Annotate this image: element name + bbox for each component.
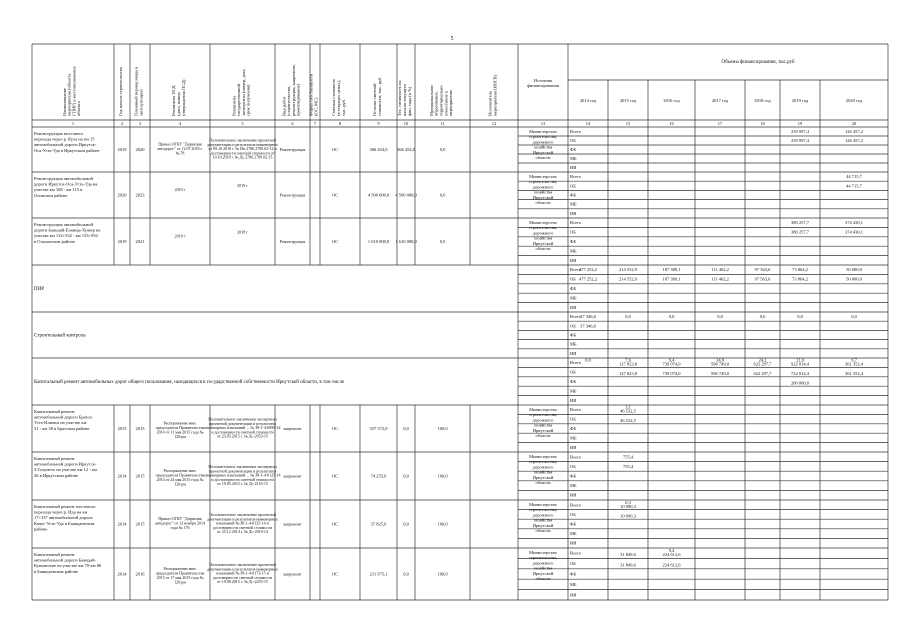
commission-year: 2023 xyxy=(135,192,145,198)
row-title: ПИР xyxy=(34,287,45,292)
funding-source-label: ИИ xyxy=(570,350,577,356)
funding-source-label: ОБ xyxy=(570,511,576,517)
source-header: Источник финансирования xyxy=(527,78,559,89)
table-row xyxy=(34,454,634,498)
work-type: Реконструкция xyxy=(279,239,306,244)
funding-value: 361 352,4 xyxy=(845,371,863,377)
readiness-percent: 9,7 xyxy=(851,357,857,363)
commission-year: 2021 xyxy=(135,239,145,244)
funding-value: 596 749,0 xyxy=(711,371,729,377)
column-number: 7 xyxy=(313,121,317,126)
funding-source-label: МБ xyxy=(570,388,577,394)
psd-details: Распоряжение мин. председателя Правительства 2015 от 17 мая 2015 года № 120-рм xyxy=(155,566,205,585)
funding-source-label: ОБ xyxy=(570,463,576,469)
funding-value: 187 389,1 xyxy=(662,267,681,273)
funding-source-label: ФБ xyxy=(570,332,577,338)
funding-source-label: Всего xyxy=(570,502,582,508)
funding-value: 0,0 xyxy=(668,314,675,320)
funding-source-label: Всего xyxy=(570,220,582,226)
funding-source-label: ФБ xyxy=(570,286,577,291)
funding-value: 44 715,7 xyxy=(846,183,862,189)
funding-value: 37 346,6 xyxy=(580,323,596,329)
funding-source-label: Всего xyxy=(570,550,582,556)
technical-readiness: 100,0 xyxy=(437,426,448,431)
column-number: 13 xyxy=(540,121,546,126)
start-year: 2019 xyxy=(117,239,127,244)
funding-source-label: ИИ xyxy=(570,444,577,450)
expertise-details: Положительное заключение проектной документации и результатов инженерных изысканий № 38-1-4-0125-14 и достоверности сметной стоимости от 25.12.2014 г. № Дс-2019-14 xyxy=(207,512,278,535)
funding-source-label: МБ xyxy=(570,341,577,347)
funding-value: 0,0 xyxy=(759,314,766,320)
work-type: капремонт xyxy=(283,521,302,527)
estimated-cost: 1 610 000,0 xyxy=(367,239,390,244)
funding-source-label: ОБ xyxy=(570,183,576,189)
estimated-cost: 37 825,6 xyxy=(370,521,387,527)
funding-source-label: МБ xyxy=(570,531,577,537)
funding-source-label: МБ xyxy=(570,295,577,301)
object-name: Капитальный ремонт автомобильной дороги Баяндай-Куяханские на участке км 70-км 86 в Баяндаевском районе xyxy=(34,552,102,574)
funding-value: 126 457,2 xyxy=(845,129,863,134)
funding-value: 73 864,2 xyxy=(792,276,808,282)
column-number: 12 xyxy=(491,121,497,126)
funding-value: 214 552,9 xyxy=(619,276,637,282)
year-header: 2016 год xyxy=(663,98,680,103)
page-number: 5 xyxy=(450,36,454,42)
table-row xyxy=(34,500,637,546)
funding-value: 622 297,7 xyxy=(753,361,772,367)
funding-value: 46 532,5 xyxy=(620,408,636,414)
executor: Министерство строительства, дорожного хозяйства Иркутской области xyxy=(528,129,558,160)
column-header: Тех. готовность наначало текущегофин. года (в %) xyxy=(397,80,412,116)
column-header: Год начала строительства xyxy=(118,67,123,116)
column-header: Сметная стоимость(в текущих ценах),тыс. руб. xyxy=(331,78,346,116)
remaining-cost: 1 610 000,0 xyxy=(395,239,417,244)
funding-value: 97 563,6 xyxy=(754,267,771,273)
funding-value: 126 457,2 xyxy=(845,138,863,143)
start-year: 2020 xyxy=(117,192,127,198)
funding-source-label: Всего xyxy=(570,314,582,320)
readiness-percent: 24,2 xyxy=(758,357,767,363)
funding-source-label: ОБ xyxy=(570,229,576,235)
remaining-cost: 0,0 xyxy=(403,571,409,577)
row-title: Строительный контроль xyxy=(34,333,86,339)
funding-value: 361 352,4 xyxy=(845,361,863,367)
table-row xyxy=(34,129,863,170)
funding-value: 0,0 xyxy=(717,314,723,320)
funding-value: 10 090,3 xyxy=(620,503,636,509)
object-name: Реконструкция автомобильной дороги Баяндай-Еланцы-Хужир на участке км 132+332 - км 153+952 в Ольхонском районе xyxy=(34,222,101,244)
funding-source-label: МБ xyxy=(570,435,577,441)
start-year: 2014 xyxy=(117,571,127,577)
estimated-cost: 366 454,0 xyxy=(369,147,388,152)
funding-source-label: ФБ xyxy=(570,379,577,384)
funding-source-label: ФБ xyxy=(570,239,577,244)
commission-year: 2015 xyxy=(135,473,145,479)
funding-source-label: ФБ xyxy=(570,192,577,198)
column-number: 8 xyxy=(338,121,342,126)
table-row xyxy=(34,220,863,263)
technical-readiness: 100,0 xyxy=(437,521,448,527)
start-year: 2014 xyxy=(117,521,127,527)
work-type: Реконструкция xyxy=(279,147,306,152)
funding-source-label: МБ xyxy=(570,156,577,161)
executor: Министерство строительства, дорожного хозяйства Иркутской области xyxy=(528,174,558,205)
funding-value: 31 849,6 xyxy=(620,552,636,558)
funding-value: 50 000,0 xyxy=(846,267,862,273)
year-header: 2019 год xyxy=(791,98,809,103)
funding-value: 477 252,2 xyxy=(579,267,597,273)
funding-value: 922 014,4 xyxy=(791,361,809,367)
readiness-percent: 9,4 xyxy=(668,548,675,554)
funding-value: 374 430,1 xyxy=(845,220,863,226)
funding-value: 374 430,1 xyxy=(845,229,863,235)
funding-value: 31 849,6 xyxy=(620,562,636,568)
column-header: Плановый период ввода вэксплуатацию xyxy=(133,66,144,116)
funding-source-label: МБ xyxy=(570,581,577,587)
ownership-form: ОС xyxy=(331,147,339,152)
funding-value: 224 612,6 xyxy=(662,552,681,558)
estimated-cost: 4 500 000,0 xyxy=(367,192,390,198)
funding-value: 380 257,7 xyxy=(791,229,809,235)
funding-value: 739 074,0 xyxy=(662,361,681,367)
object-name: Реконструкция мостового перехода через р. Кула на км 15 автомобильной дороги Иркутск-Оса-Усть-Уда в Иркутском районе xyxy=(34,131,100,153)
funding-value: 97 563,6 xyxy=(754,276,771,282)
funding-source-label: Всего xyxy=(570,454,582,460)
ownership-form: ОС xyxy=(331,192,339,198)
funding-value: 239 997,4 xyxy=(791,129,809,134)
year-header: 2020 год xyxy=(845,98,863,103)
funding-value: 739 074,0 xyxy=(662,371,681,377)
column-number: 17 xyxy=(717,121,723,126)
start-year: 2014 xyxy=(117,473,127,479)
funding-value: 214 552,9 xyxy=(619,267,637,273)
ownership-form: ОС xyxy=(331,239,339,244)
funding-value: 50 000,0 xyxy=(846,276,862,282)
technical-readiness: 100,0 xyxy=(437,473,448,479)
column-number: 2 xyxy=(120,121,124,126)
column-header: Остаток сметнойстоимости, тыс. руб. xyxy=(372,76,382,116)
column-header: Наименованиемероприятия (объектаГПИР) и местоположениеобъекта xyxy=(61,66,82,116)
work-type: капремонт xyxy=(283,571,302,577)
commission-year: 2016 xyxy=(135,571,145,577)
funding-source-label: ФБ xyxy=(570,426,577,431)
funding-source-label: Всего xyxy=(570,407,582,413)
start-year: 2019 xyxy=(117,147,127,152)
readiness-percent: 24,9 xyxy=(716,357,724,363)
column-number: 1 xyxy=(71,121,75,126)
column-header: Реквизиты ПСД(дата, номерутверждения ПСД) xyxy=(171,79,186,116)
funding-value: 477 252,2 xyxy=(579,276,597,282)
commission-year: 2020 xyxy=(135,147,145,152)
ownership-form: ОС xyxy=(331,521,339,527)
funding-source-label: ИИ xyxy=(570,592,577,598)
column-number: 10 xyxy=(403,121,409,126)
column-number: 18 xyxy=(760,121,765,126)
readiness-percent: 0,0 xyxy=(585,357,591,363)
funding-source-label: ИИ xyxy=(570,165,577,170)
funding-value: 111 462,2 xyxy=(711,267,729,273)
readiness-percent: 21,9 xyxy=(796,357,804,363)
psd-details: Распоряжение мин. председателя Правительства 2014 от 24 мая 2015 года № 120-рм xyxy=(155,468,205,487)
funding-source-label: ФБ xyxy=(570,521,577,527)
executor: Министерство строительства, дорожного хозяйства Иркутской области xyxy=(528,407,558,438)
year-header: 2018 год xyxy=(754,98,771,103)
column-number: 16 xyxy=(669,121,674,126)
expertise-details: Положительное заключение проектной документации и результатов инженерных изысканий № 38-1-4-0173-15 и достоверности сметной стоимости от 19.08.2015 г. № Дс-2255-15 xyxy=(207,562,278,585)
funding-source-label: ОБ xyxy=(570,416,576,422)
column-number: 15 xyxy=(625,121,631,126)
work-type: капремонт xyxy=(283,426,302,431)
commission-year: 2015 xyxy=(135,426,145,431)
column-number: 11 xyxy=(440,121,445,126)
funding-source-label: ИИ xyxy=(570,304,577,310)
expertise-details: 2018 г xyxy=(237,229,248,235)
funding-value: 380 257,7 xyxy=(791,220,809,226)
table-header xyxy=(62,60,863,126)
column-number: 5 xyxy=(241,121,244,126)
funding-value: 0,0 xyxy=(851,314,857,320)
funding-source-label: ОБ xyxy=(570,138,576,143)
funding-value: 127 823,8 xyxy=(619,371,637,377)
estimated-cost: 337 572,0 xyxy=(369,426,388,431)
funding-source-label: ОБ xyxy=(570,323,576,329)
table-row xyxy=(34,405,637,450)
funding-value: 37 346,6 xyxy=(580,314,596,320)
funding-value: 755,4 xyxy=(622,454,634,460)
psd-details: 2018 г xyxy=(174,233,186,239)
object-name: Капитальный ремонт автомобильной дороги Иркутск-З.Голуметь на участке км 12 - км 26 в Иркутском районе xyxy=(34,456,97,478)
column-number: 6 xyxy=(291,121,294,126)
funding-value: 187 389,1 xyxy=(662,276,681,282)
commission-year: 2015 xyxy=(135,521,145,527)
row-title: Капитальный ремонт автомобильных дорог общего пользования, находящихся в государственной собственности Иркутской области, в том числе xyxy=(34,380,345,385)
funding-value: 10 090,3 xyxy=(620,513,636,519)
year-header: 2017 год xyxy=(711,98,729,103)
funding-source-label: ОБ xyxy=(570,369,576,375)
volume-header: Объемы финансирования, тыс.руб xyxy=(721,60,795,65)
column-header: Вид работ(строительство,реконструкция, капремонт,проектирование) xyxy=(281,64,301,116)
technical-readiness: 0,0 xyxy=(439,147,446,152)
funding-source-label: ФБ xyxy=(570,473,577,479)
object-name: Реконструкция автомобильной дороги Иркутск-Оса-Усть-Уда на участке км 108 - км 115 в Осинском районе xyxy=(34,176,98,198)
technical-readiness: 0,0 xyxy=(439,239,446,244)
psd-details: Приказ ОГКУ "Дирекция автодорог" от 12 ноября 2014 года № 176 xyxy=(155,516,205,530)
funding-source-label: ФБ xyxy=(570,147,577,152)
funding-source-label: ИИ xyxy=(570,210,577,216)
funding-value: 722 014,4 xyxy=(791,371,809,377)
funding-source-label: ИИ xyxy=(570,492,577,498)
funding-value: 239 997,4 xyxy=(791,138,809,143)
column-number: 4 xyxy=(178,121,182,126)
remaining-cost: 0,0 xyxy=(403,473,409,479)
column-number: 19 xyxy=(797,121,803,126)
column-number: 20 xyxy=(851,121,857,126)
funding-value: 73 864,2 xyxy=(792,267,808,273)
object-name: Капитальный ремонт мостового перехода через р. Ида на км 17+337 автомобильной дороги Качуг-Усть-Уда в Баяндаевском районе xyxy=(34,504,96,532)
year-header: 2014 год xyxy=(579,98,597,103)
funding-source-label: МБ xyxy=(570,483,577,489)
ownership-form: ОС xyxy=(331,426,339,431)
funding-source-label: ИИ xyxy=(570,257,577,263)
funding-source-label: Всего xyxy=(570,360,582,366)
work-type: капремонт xyxy=(283,473,302,479)
readiness-percent: 3,1 xyxy=(625,404,631,410)
table-row xyxy=(34,267,863,310)
readiness-percent: 9,4 xyxy=(668,357,675,363)
column-number: 14 xyxy=(585,121,591,126)
funding-source-label: Всего xyxy=(570,129,582,134)
executor: Министерство строительства, дорожного хозяйства Иркутской области xyxy=(528,454,558,485)
remaining-cost: 4 500 000,0 xyxy=(395,192,417,198)
funding-source-label: ИИ xyxy=(570,397,577,403)
executor: Министерство строительства, дорожного хозяйства Иркутской области xyxy=(528,550,558,581)
psd-details: Распоряжение мин. председателя Правительства 2014 от 11 мая 2015 года № 120-рм xyxy=(155,420,205,439)
estimated-cost: 74 255,6 xyxy=(370,473,387,479)
remaining-cost: 0,0 xyxy=(403,426,409,431)
start-year: 2015 xyxy=(117,426,127,431)
work-type: Реконструкция xyxy=(279,192,306,198)
column-header: Форма собственности(ОС, МС) xyxy=(308,73,319,116)
financing-table xyxy=(34,60,864,597)
ownership-form: ОС xyxy=(331,571,339,577)
funding-value: 596 749,0 xyxy=(711,361,729,367)
psd-details: 2019 г xyxy=(174,187,186,192)
funding-value: 224 612,6 xyxy=(662,562,681,568)
psd-details: Приказ ОГКУ "Дирекция автодорог" от 12.07.2018 г. № 78 xyxy=(157,141,203,156)
readiness-percent: 0,3 xyxy=(625,499,631,505)
expertise-details: 2019 г xyxy=(237,183,248,188)
funding-source-label: ИИ xyxy=(570,540,577,546)
funding-source-label: МБ xyxy=(570,201,577,207)
estimated-cost: 211 975,1 xyxy=(369,571,388,577)
funding-source-label: Всего xyxy=(570,267,582,273)
funding-source-label: ОБ xyxy=(570,276,576,282)
funding-value: 44 715,7 xyxy=(846,174,862,180)
funding-value: 0,0 xyxy=(797,314,803,320)
technical-readiness: 0,0 xyxy=(439,192,446,198)
column-number: 9 xyxy=(377,121,380,126)
ownership-form: ОС xyxy=(331,473,339,479)
funding-value: 111 462,2 xyxy=(711,276,729,282)
funding-source-label: Всего xyxy=(570,174,582,180)
readiness-percent: 7,6 xyxy=(625,357,631,363)
funding-value: 46 532,5 xyxy=(620,418,636,424)
year-header: 2015 год xyxy=(619,98,637,103)
executor: Министерство строительства, дорожного хозяйства Иркутской области xyxy=(528,220,558,251)
funding-value: 200 000,0 xyxy=(791,380,809,386)
executor: Министерство строительства, дорожного хозяйства Иркутской области xyxy=(528,502,558,533)
funding-source-label: МБ xyxy=(570,248,577,254)
table-row xyxy=(34,174,863,216)
remaining-cost: 0,0 xyxy=(403,521,409,527)
technical-readiness: 100,0 xyxy=(437,571,448,577)
column-header: Исполнительмероприятия (ИОГВ) xyxy=(487,74,498,116)
table-row xyxy=(34,358,864,403)
expertise-details: Положительное заключение проектной документации и результатов инженерных от 09.10.2018 г. № Ип.2786.2789.02-14 и достоверности сметной стоимости от 10.10.2018 г. № Дс.2786.2789.02-15 xyxy=(207,137,278,160)
column-header: Реквизитыгосударственнойэкспертизы (номер, дата,срок получения) xyxy=(231,68,251,116)
object-name: Капитальный ремонт автомобильной дороги Братск-Усть-Илимск на участке км 31 - км 38 в Братском районе xyxy=(34,409,94,431)
funding-value: 0,0 xyxy=(625,314,631,320)
expertise-details: Положительное заключение экспертизы проектной документации и результатов инженерных изысканий ... № 38-1-4-0099-14 и достоверности сметной стоимости от 23.03.2015 г. № Дс-2053-15 xyxy=(204,416,281,439)
column-header: Муниципальноеобразование,территориальноотнесённое кмероприятию xyxy=(428,84,454,116)
funding-value: 127 823,8 xyxy=(619,361,637,367)
table-row xyxy=(34,314,858,356)
funding-value: 755,4 xyxy=(622,463,634,469)
funding-source-label: ОБ xyxy=(570,561,576,567)
funding-value: 622 297,7 xyxy=(753,371,772,377)
column-number: 3 xyxy=(138,121,142,126)
funding-source-label: ФБ xyxy=(570,571,577,577)
remaining-cost: 366 454,0 xyxy=(397,147,415,152)
expertise-details: Положительное заключение экспертизы проектной документации и результатов инженерных изысканий ... № 38-1-4-0125-14 и достоверности сметной стоимости от 19.05.2015 г. № Дс-2116-15 xyxy=(204,464,281,487)
